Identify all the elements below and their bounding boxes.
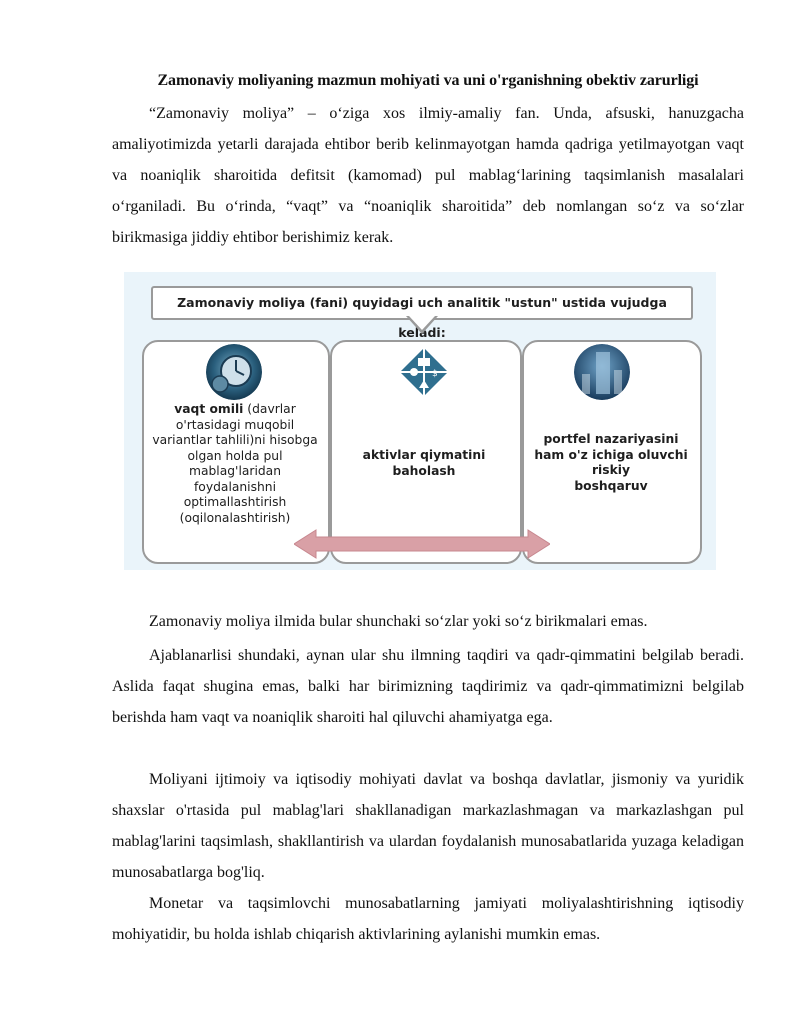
paragraph-2: Zamonaviy moliya ilmida bular shunchaki so‘zlar yoki so‘z birikmalari emas. bbox=[149, 613, 648, 630]
double-arrow-icon bbox=[294, 529, 550, 559]
paragraph-5: Monetar va taqsimlovchi munosabatlarning jamiyati moliyalashtirishning iqtisodiy mohiyatidir, bu holda ishlab chiqarish aktivlarining aylanishi mumkin emas. bbox=[112, 895, 744, 943]
finance-diamond-icon bbox=[396, 344, 452, 400]
pillar-text-time-rest: (davrlar o'rtasidagi muqobil variantlar tahlili)ni hisobga olgan holda pul mablag'laridan foydalanishni optimallashtirish (oqilonalashtirish) bbox=[152, 402, 318, 525]
pillar-text-risk-line3: riskiy bbox=[591, 463, 630, 477]
pillar-text-time-bold: vaqt omili bbox=[174, 402, 244, 416]
pillar-text-time bbox=[150, 402, 320, 526]
pillar-text-valuation: aktivlar qiymatini baholash bbox=[362, 448, 486, 478]
pillar-text-risk-line1: portfel nazariyasini bbox=[543, 432, 679, 446]
pillar-text-risk-line2: ham o'z ichiga oluvchi bbox=[534, 447, 688, 462]
risk-photo-icon bbox=[574, 344, 630, 400]
pillar-text-risk-line4: boshqaruv bbox=[574, 478, 648, 493]
pillar-text-risk bbox=[528, 432, 694, 494]
svg-text:$: $ bbox=[432, 369, 438, 379]
paragraph-4: Moliyani ijtimoiy va iqtisodiy mohiyati davlat va boshqa davlatlar, jismoniy va yuridik shaxslar o'rtasida pul mablag'lari shakllanadigan markazlashmagan va markazlashgan pul mablag'larini taqsimlash, shakllantirish va ulardan foydalanish munosabatlarida yuzaga keladigan munosabatlarga bog'liq. bbox=[112, 771, 744, 881]
diagram-banner: Zamonaviy moliya (fani) quyidagi uch analitik "ustun" ustida vujudga keladi: bbox=[151, 286, 693, 320]
paragraph-intro: “Zamonaviy moliya” – o‘ziga xos ilmiy-amaliy fan. Unda, afsuski, hanuzgacha amaliyotimizda yetarli darajada ehtibor berib kelinmayotgan hamda qadriga yetilmayotgan vaqt va noaniqlik sharoitida defitsit (kamomad) pul mablag‘larining taqsimlanish masalalari o‘rganiladi. Bu o‘rinda, “vaqt” va “noaniqlik sharoitida” deb nomlangan so‘z va so‘zlar birikmasiga jiddiy ehtibor berishimiz kerak. bbox=[112, 105, 744, 246]
document-title: Zamonaviy moliyaning mazmun mohiyati va uni o'rganishning obektiv zarurligi bbox=[157, 72, 699, 89]
banner-pointer-inner bbox=[409, 316, 435, 330]
paragraph-3: Ajablanarlisi shundaki, aynan ular shu ilmning taqdiri va qadr-qimmatini belgilab beradi. Aslida faqat shugina emas, balki har birimizning taqdirimiz va qadr-qimmatimizni belgilab berishda ham vaqt va noaniqlik sharoiti hal qiluvchi ahamiyatga ega. bbox=[112, 647, 744, 726]
three-pillars-diagram bbox=[124, 272, 716, 570]
clock-photo-icon bbox=[206, 344, 262, 400]
